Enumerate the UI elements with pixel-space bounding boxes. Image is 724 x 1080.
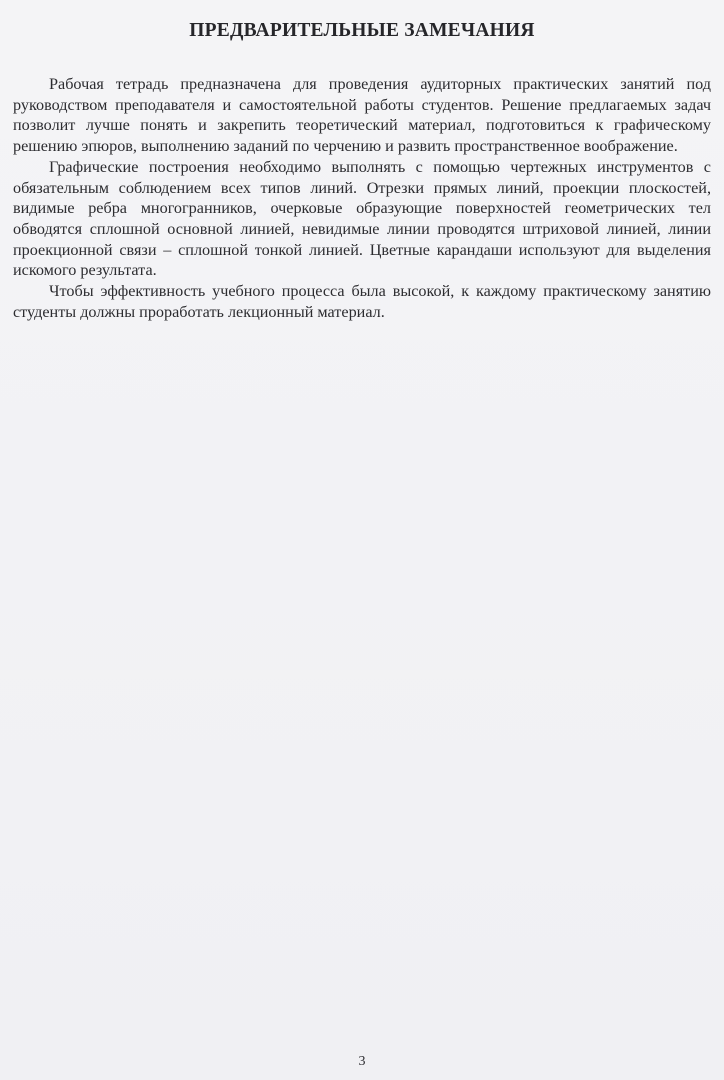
page-number: 3 — [358, 1054, 366, 1069]
body-text — [13, 74, 711, 322]
section-heading: ПРЕДВАРИТЕЛЬНЫЕ ЗАМЕЧАНИЯ — [189, 20, 535, 41]
paragraph-drawing-rules: Графические построения необходимо выполнять с помощью чертежных инструментов с обязательным соблюдением всех типов линий. Отрезки прямых линий, проекции плоскостей, видимые ребра многогранников, очерковые образующие поверхностей геометрических тел обводятся сплошной основной линией, невидимые линии проводятся штриховой линией, линии проекционной связи – сплошной тонкой линией. Цветные карандаши используют для выделения искомого результата. — [13, 157, 711, 280]
paragraph-purpose: Рабочая тетрадь предназначена для проведения аудиторных практических занятий под руководством преподавателя и самостоятельной работы студентов. Решение предлагаемых задач позволит лучше понять и закрепить теоретический материал, подготовиться к графическому решению эпюров, выполнению заданий по черчению и развить пространственное воображение. — [13, 75, 711, 156]
paragraph-preparation: Чтобы эффективность учебного процесса была высокой, к каждому практическому занятию студенты должны проработать лекционный материал. — [13, 282, 711, 321]
